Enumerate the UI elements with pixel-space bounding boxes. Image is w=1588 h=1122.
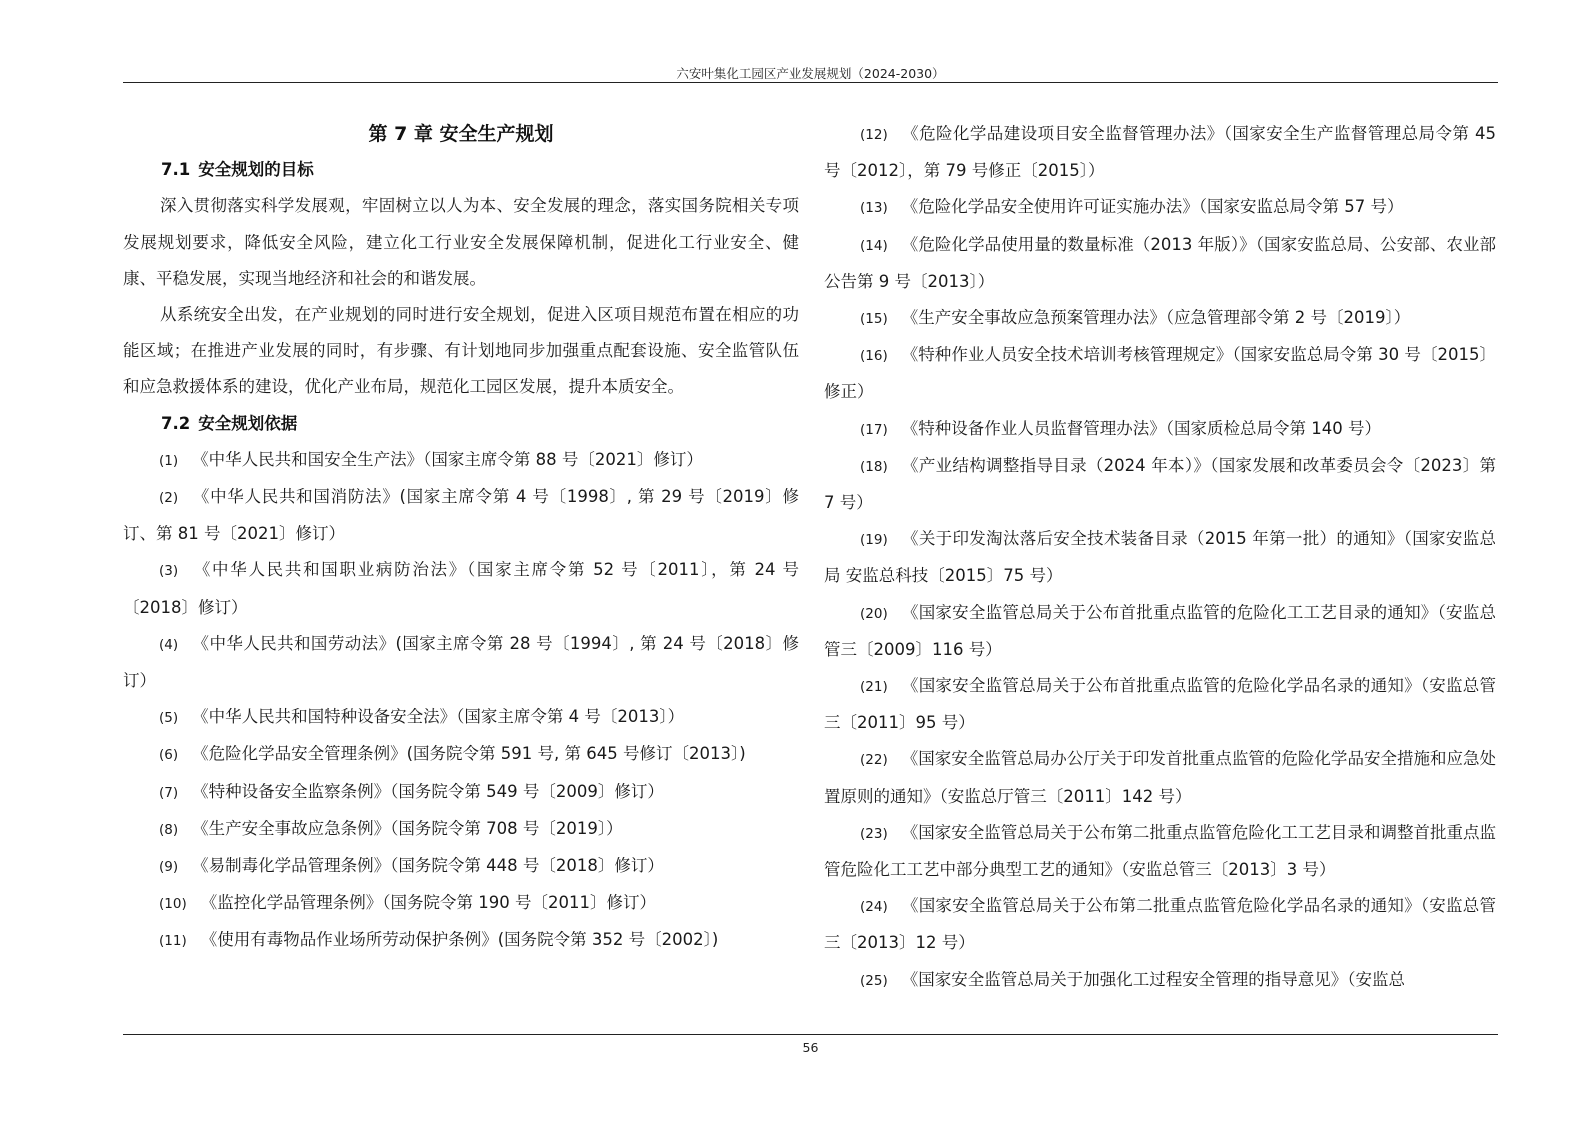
reference-item (824, 815, 1496, 888)
reference-item (123, 922, 799, 959)
reference-list-left (123, 442, 799, 960)
reference-number: (9) (159, 859, 179, 876)
reference-number: (21) (860, 679, 888, 696)
reference-item (824, 595, 1496, 668)
reference-number: (4) (159, 636, 179, 653)
section-heading-7-1 (123, 152, 799, 188)
reference-item (824, 962, 1496, 999)
reference-number: (5) (159, 710, 179, 727)
reference-text: 《中华人民共和国劳动法》(国家主席令第 28 号〔1994〕, 第 24 号〔2018〕修订） (123, 633, 799, 691)
reference-text: 《产业结构调整指导目录（2024 年本）》（国家发展和改革委员会令〔2023〕第 7 号） (824, 455, 1496, 513)
reference-item (123, 479, 799, 552)
reference-number: (8) (159, 821, 179, 838)
reference-text: 《中华人民共和国特种设备安全法》（国家主席令第 4 号〔2013〕） (192, 707, 685, 727)
reference-number: (15) (860, 311, 888, 328)
reference-item (123, 552, 799, 625)
reference-text: 《国家安全监管总局关于公布首批重点监管的危险化工工艺目录的通知》（安监总管三〔2009〕116 号） (824, 602, 1496, 659)
reference-number: (16) (860, 348, 888, 365)
reference-item (123, 736, 799, 773)
reference-list-right (824, 116, 1496, 999)
reference-item (824, 888, 1496, 961)
paragraph: 深入贯彻落实科学发展观，牢固树立以人为本、安全发展的理念，落实国务院相关专项发展规划要求，降低安全风险，建立化工行业安全发展保障机制，促进化工行业安全、健康、平稳发展，实现当地经济和社会的和谐发展。 (123, 196, 799, 288)
reference-text: 《特种设备安全监察条例》（国务院令第 549 号〔2009〕修订） (192, 781, 664, 801)
reference-item (824, 448, 1496, 521)
reference-number: (25) (860, 972, 888, 989)
section-title: 安全规划依据 (198, 413, 298, 433)
reference-number: (22) (860, 752, 888, 769)
reference-item (123, 885, 799, 922)
reference-text: 《中华人民共和国职业病防治法》（国家主席令第 52 号〔2011〕，第 24 号〔2018〕修订） (123, 560, 799, 617)
reference-item (824, 116, 1496, 189)
reference-text: 《中华人民共和国消防法》(国家主席令第 4 号〔1998〕, 第 29 号〔2019〕修订、第 81 号〔2021〕修订） (123, 487, 799, 544)
reference-text: 《国家安全监管总局关于加强化工过程安全管理的指导意见》（安监总 (901, 969, 1405, 989)
reference-item (824, 668, 1496, 741)
reference-number: (6) (159, 747, 179, 764)
reference-number: (7) (159, 784, 179, 801)
reference-text: 《危险化学品使用量的数量标准（2013 年版）》（国家安监总局、公安部、农业部公告第 9 号〔2013〕） (824, 234, 1496, 291)
reference-number: (10) (159, 896, 187, 913)
section-heading-7-2 (123, 406, 799, 442)
reference-item (123, 699, 799, 736)
reference-text: 《国家安全监管总局关于公布第二批重点监管危险化学品名录的通知》（安监总管三〔2013〕12 号） (824, 896, 1496, 953)
reference-number: (3) (159, 563, 179, 580)
reference-number: (2) (159, 490, 179, 507)
reference-item (123, 626, 799, 699)
header-rule (123, 82, 1498, 83)
reference-item (123, 811, 799, 848)
reference-text: 《使用有毒物品作业场所劳动保护条例》(国务院令第 352 号〔2002〕) (200, 930, 719, 950)
reference-number: (13) (860, 200, 888, 217)
reference-number: (23) (860, 825, 888, 842)
reference-item (824, 189, 1496, 226)
reference-text: 《危险化学品安全管理条例》(国务院令第 591 号, 第 645 号修订〔2013〕) (192, 744, 746, 764)
reference-item (824, 337, 1496, 410)
section-title: 安全规划的目标 (198, 160, 314, 180)
reference-text: 《危险化学品安全使用许可证实施办法》（国家安监总局令第 57 号） (901, 197, 1404, 217)
reference-item (824, 300, 1496, 337)
reference-item (824, 521, 1496, 594)
section-number: 7.1 (161, 160, 191, 180)
reference-item (824, 411, 1496, 448)
reference-number: (14) (860, 237, 888, 254)
reference-item (123, 442, 799, 479)
reference-number: (1) (159, 452, 179, 469)
reference-text: 《国家安全监管总局关于公布首批重点监管的危险化学品名录的通知》（安监总管三〔2011〕95 号） (824, 676, 1496, 733)
page-number: 56 (802, 1040, 819, 1055)
reference-text: 《国家安全监管总局关于公布第二批重点监管危险化工工艺目录和调整首批重点监管危险化工工艺中部分典型工艺的通知》（安监总管三〔2013〕3 号） (824, 822, 1496, 880)
reference-text: 《特种设备作业人员监督管理办法》（国家质检总局令第 140 号） (901, 418, 1381, 438)
reference-number: (20) (860, 605, 888, 622)
footer-rule (123, 1034, 1498, 1035)
right-column (824, 116, 1496, 999)
reference-text: 《国家安全监管总局办公厅关于印发首批重点监管的危险化学品安全措施和应急处置原则的通知》（安监总厅管三〔2011〕142 号） (824, 749, 1496, 806)
page-header-title: 六安叶集化工园区产业发展规划（2024-2030） (676, 66, 945, 81)
left-column (123, 116, 799, 960)
paragraph: 从系统安全出发，在产业规划的同时进行安全规划，促进入区项目规范布置在相应的功能区域；在推进产业发展的同时，有步骤、有计划地同步加强重点配套设施、安全监管队伍和应急救援体系的建设，优化产业布局，规范化工园区发展，提升本质安全。 (123, 305, 799, 397)
reference-number: (19) (860, 532, 888, 549)
reference-text: 《易制毒化学品管理条例》（国务院令第 448 号〔2018〕修订） (192, 856, 664, 876)
reference-item (824, 227, 1496, 300)
reference-number: (17) (860, 421, 888, 438)
chapter-title: 第 7 章 安全生产规划 (368, 123, 554, 145)
reference-text: 《特种作业人员安全技术培训考核管理规定》（国家安监总局令第 30 号〔2015〕修正） (824, 345, 1496, 402)
section-number: 7.2 (161, 413, 191, 433)
reference-number: (11) (159, 933, 187, 950)
reference-text: 《中华人民共和国安全生产法》（国家主席令第 88 号〔2021〕修订） (192, 449, 703, 469)
reference-number: (24) (860, 899, 888, 916)
reference-item (123, 774, 799, 811)
reference-number: (12) (860, 127, 888, 143)
reference-text: 《监控化学品管理条例》（国务院令第 190 号〔2011〕修订） (200, 893, 656, 913)
reference-text: 《关于印发淘汰落后安全技术装备目录（2015 年第一批）的通知》（国家安监总局 安监总科技〔2015〕75 号） (824, 529, 1496, 586)
reference-text: 《生产安全事故应急条例》（国务院令第 708 号〔2019〕） (192, 818, 623, 838)
reference-item (123, 848, 799, 885)
reference-text: 《危险化学品建设项目安全监督管理办法》（国家安全生产监督管理总局令第 45 号〔2012〕，第 79 号修正〔2015〕） (824, 124, 1496, 181)
reference-number: (18) (860, 458, 888, 475)
reference-item (824, 741, 1496, 814)
reference-text: 《生产安全事故应急预案管理办法》（应急管理部令第 2 号〔2019〕） (901, 308, 1411, 328)
